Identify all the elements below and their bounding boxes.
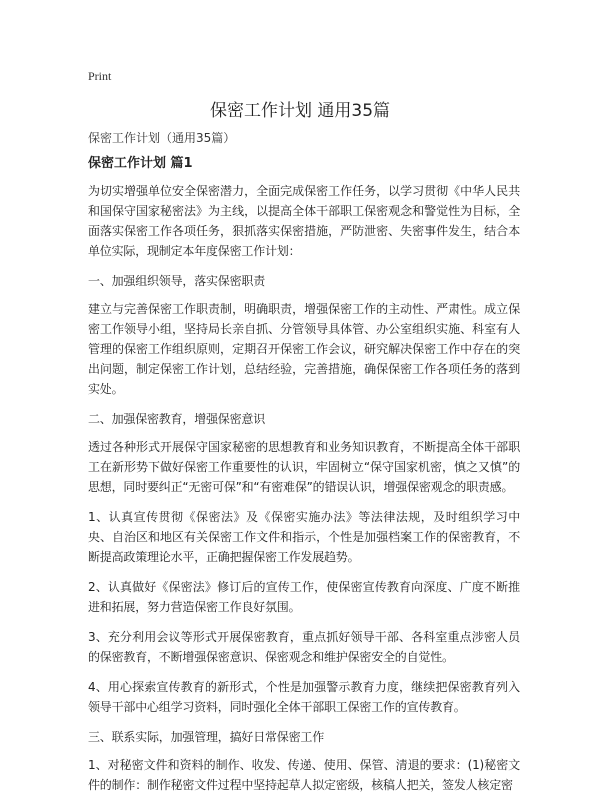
document-body	[88, 128, 520, 805]
list-item-4: 4、用心探索宣传教育的新形式，个性是加强警示教育力度，继续把保密教育列入领导干部中心组学习资料，同时强化全体干部职工保密工作的宣传教育。	[88, 680, 520, 714]
page-title: 保密工作计划 通用35篇	[209, 101, 391, 121]
document-subtitle: 保密工作计划（通用35篇）	[88, 131, 236, 145]
list-item-3: 3、充分利用会议等形式开展保密教育，重点抓好领导干部、各科室重点涉密人员的保密教育，不断增强保密意识、保密观念和维护保密安全的自觉性。	[88, 630, 520, 664]
heading-organization: 一、加强组织领导，落实保密职责	[88, 274, 266, 288]
paragraph-management: 1、对秘密文件和资料的制作、收发、传递、使用、保管、清退的要求：(1)秘密文件的制作：制作秘密文件过程中坚持起草人拟定密级，核稿人把关，签发人核定密	[88, 758, 520, 792]
heading-education: 二、加强保密教育，增强保密意识	[88, 412, 266, 426]
list-item-2: 2、认真做好《保密法》修订后的宣传工作，使保密宣传教育向深度、广度不断推进和拓展，努力营造保密工作良好氛围。	[88, 580, 520, 614]
section-heading: 保密工作计划 篇1	[88, 156, 193, 171]
intro-paragraph: 为切实增强单位安全保密潜力，全面完成保密工作任务，以学习贯彻《中华人民共和国保守国家秘密法》为主线，以提高全体干部职工保密观念和警觉性为目标，全面落实保密工作各项任务，狠抓落实保密措施，严防泄密、失密事件发生，结合本单位实际，现制定本年度保密工作计划：	[88, 184, 520, 258]
paragraph-organization: 建立与完善保密工作职责制，明确职责，增强保密工作的主动性、严肃性。成立保密工作领导小组，坚持局长亲自抓、分管领导具体管、办公室组织实施、科室有人管理的保密工作组织原则，定期召开保密工作会议，研究解决保密工作中存在的突出问题，制定保密工作计划，总结经验，完善措施，确保保密工作各项任务的落到实处。	[88, 302, 520, 396]
paragraph-education: 透过各种形式开展保守国家秘密的思想教育和业务知识教育，不断提高全体干部职工在新形势下做好保密工作重要性的认识，牢固树立“保守国家机密，慎之又慎”的思想，同时要纠正“无密可保”和“有密难保”的错误认识，增强保密观念的职责感。	[88, 440, 520, 494]
print-label: Print	[88, 69, 112, 83]
list-item-1: 1、认真宣传贯彻《保密法》及《保密实施办法》等法律法规，及时组织学习中央、自治区和地区有关保密工作文件和指示，个性是加强档案工作的保密教育，不断提高政策理论水平，正确把握保密工作发展趋势。	[88, 510, 520, 564]
heading-management: 三、联系实际，加强管理，搞好日常保密工作	[88, 730, 325, 744]
